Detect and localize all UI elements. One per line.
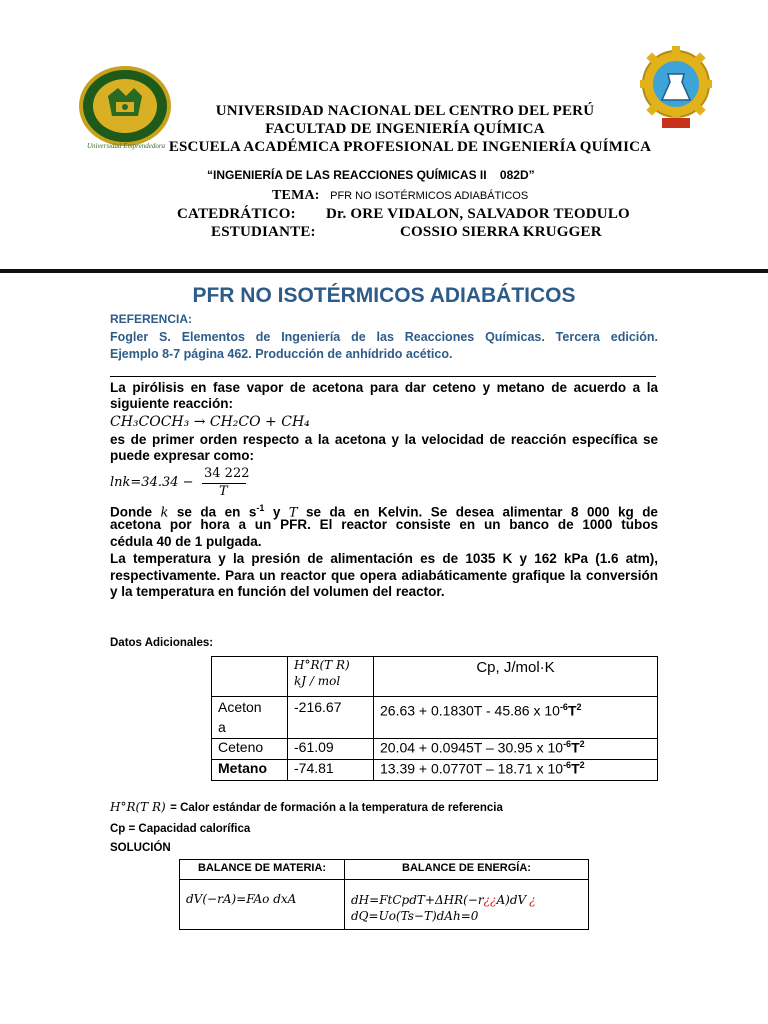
- energia-eq-1-main: dH=FtCpdT+ΔHR(−r: [351, 893, 484, 907]
- problem-paragraph-3-line-3: cédula 40 de 1 pulgada.: [110, 534, 262, 549]
- energia-eq-1-marker: ¿¿: [483, 893, 497, 907]
- cp-square: 2: [579, 739, 585, 749]
- header-divider: [0, 269, 768, 273]
- h-value: -216.67: [288, 697, 374, 739]
- cp-exp: -6: [563, 760, 572, 770]
- problem-paragraph-1: La pirólisis en fase vapor de acetona para dar ceteno y metano de acuerdo a la siguiente reacción:: [110, 380, 658, 411]
- table-header-cp: Cp, J/mol·K: [374, 657, 658, 697]
- problem-paragraph-4: La temperatura y la presión de alimentación es de 1035 K y 162 kPa (1.6 atm), respectivamente. Para un reactor que opera adiabáticamente grafique la conversión y la temperatura en función del volumen del reactor.: [110, 551, 658, 599]
- reference-line-2: Ejemplo 8-7 página 462. Producción de anhídrido acético.: [110, 347, 453, 361]
- energia-header: BALANCE DE ENERGÍA:: [345, 860, 589, 880]
- balance-table: [179, 859, 589, 930]
- reference-underline: [110, 376, 656, 377]
- cp-expr: 13.39 + 0.0770T – 18.71 x 10: [380, 760, 564, 777]
- page-title: PFR NO ISOTÉRMICOS ADIABÁTICOS: [192, 284, 576, 307]
- hr-definition: [110, 798, 503, 816]
- cp-definition: Cp = Capacidad calorífica: [110, 823, 251, 835]
- reference-label: REFERENCIA:: [110, 312, 193, 326]
- catedratico-label: CATEDRÁTICO:: [177, 206, 296, 222]
- course-name: “INGENIERÍA DE LAS REACCIONES QUÍMICAS II 082D”: [207, 168, 535, 182]
- rate-eq-numerator: 34 222: [204, 466, 250, 481]
- table-header-row: [212, 657, 658, 697]
- rate-equation: [110, 466, 310, 500]
- cp-value: [374, 739, 658, 760]
- balance-header-row: [180, 860, 589, 880]
- p3-se-da: se da en s: [176, 504, 257, 520]
- p3-donde: Donde: [110, 504, 152, 520]
- cp-expr: 26.63 + 0.1830T - 45.86 x 10: [380, 702, 560, 719]
- cp-value: [374, 760, 658, 781]
- problem-paragraph-2: es de primer orden respecto a la acetona y la velocidad de reacción específica se puede expresar como:: [110, 432, 658, 463]
- faculty-name: FACULTAD DE INGENIERÍA QUÍMICA: [265, 121, 545, 137]
- h-header-unit: kJ / mol: [294, 674, 341, 688]
- cp-square: 2: [579, 760, 585, 770]
- table-row: [212, 760, 658, 781]
- h-value: -74.81: [288, 760, 374, 781]
- energia-eq-1-tail: A)dV: [496, 893, 527, 907]
- balance-eq-row: [180, 880, 589, 930]
- cp-square: 2: [576, 702, 582, 712]
- school-name: ESCUELA ACADÉMICA PROFESIONAL DE INGENIERÍA QUÍMICA: [168, 139, 652, 155]
- p3-T: T: [288, 505, 298, 521]
- solucion-heading: SOLUCIÓN: [110, 842, 171, 854]
- species-name: Metano: [212, 760, 288, 781]
- h-header-symbol: H°R(T R): [294, 658, 350, 672]
- hr-symbol: H°R(T R): [110, 800, 166, 814]
- materia-header: BALANCE DE MATERIA:: [180, 860, 345, 880]
- table-header-empty: [212, 657, 288, 697]
- cp-exp: -6: [563, 739, 572, 749]
- energia-eq-2: dQ=Uo(Ts−T)dAh=0: [351, 909, 479, 923]
- species-name: Aceton a: [212, 697, 288, 739]
- logo-caption: Universidad Emprendedora: [86, 142, 166, 150]
- tema-value: PFR NO ISOTÉRMICOS ADIABÁTICOS: [330, 190, 529, 202]
- cp-value: [374, 697, 658, 739]
- tema-label: TEMA:: [272, 188, 320, 203]
- rate-eq-denominator: T: [219, 484, 228, 499]
- energia-eq-1-marker-2: ¿: [529, 893, 536, 907]
- h-value: -61.09: [288, 739, 374, 760]
- tema-row: [272, 186, 528, 204]
- cp-tail: T: [571, 739, 580, 756]
- estudiante-label: ESTUDIANTE:: [211, 224, 316, 240]
- cp-tail: T: [567, 702, 577, 719]
- rate-eq-lhs: lnk=34.34 −: [110, 475, 194, 490]
- problem-paragraph-3-line-2: acetona por hora a un PFR. El reactor consiste en un banco de 1000 tubos: [110, 517, 658, 532]
- datos-label: Datos Adicionales:: [110, 637, 214, 649]
- reaction-equation: CH₃COCH₃ → CH₂CO + CH₄: [110, 414, 310, 430]
- species-name: Ceteno: [212, 739, 288, 760]
- hr-definition-text: = Calor estándar de formación a la temperatura de referencia: [170, 802, 503, 814]
- university-name: UNIVERSIDAD NACIONAL DEL CENTRO DEL PERÚ: [215, 103, 595, 119]
- p3-exp: -1: [256, 503, 265, 513]
- table-header-h: [288, 657, 374, 697]
- thermo-data-table: [211, 656, 658, 781]
- reference-line-1: Fogler S. Elementos de Ingeniería de las Reacciones Químicas. Tercera edición.: [110, 330, 658, 344]
- catedratico-value: Dr. ORE VIDALON, SALVADOR TEODULO: [326, 206, 630, 222]
- table-row: [212, 697, 658, 739]
- estudiante-value: COSSIO SIERRA KRUGGER: [400, 224, 602, 240]
- p3-kelvin: se da en Kelvin. Se desea alimentar 8 000 kg de: [306, 504, 658, 520]
- energia-equations: [345, 880, 589, 930]
- table-row: [212, 739, 658, 760]
- materia-equation: dV(−rA)=FAo dxA: [180, 880, 345, 930]
- cp-exp: -6: [559, 702, 568, 712]
- p3-y: y: [272, 504, 281, 520]
- p3-k: k: [160, 505, 169, 521]
- cp-expr: 20.04 + 0.0945T – 30.95 x 10: [380, 739, 564, 756]
- cp-tail: T: [571, 760, 580, 777]
- energia-eq-1: [351, 892, 582, 908]
